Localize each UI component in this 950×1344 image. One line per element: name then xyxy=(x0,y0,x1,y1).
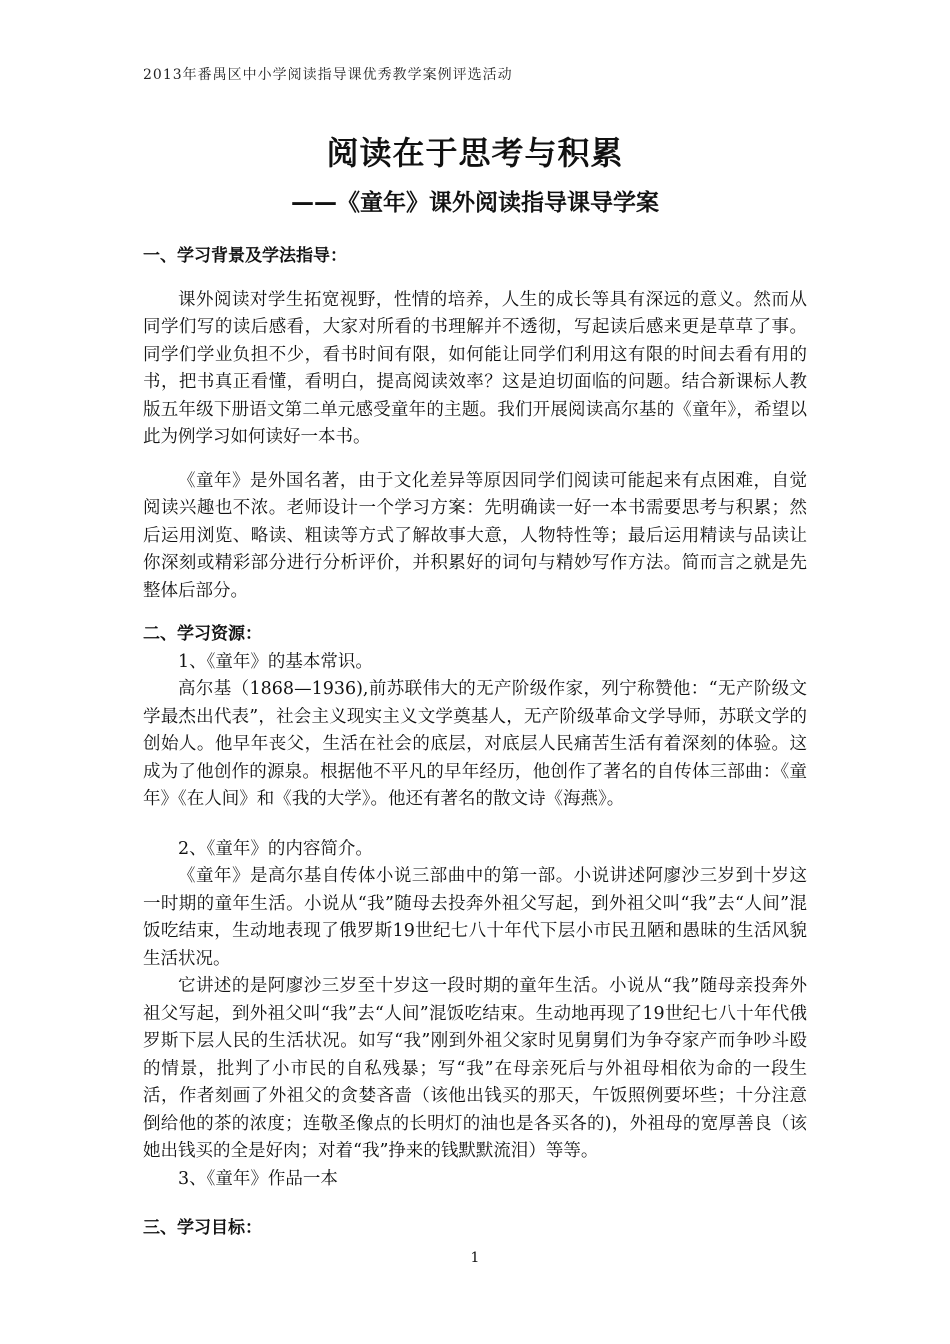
paragraph-background-1: 课外阅读对学生拓宽视野，性情的培养，人生的成长等具有深远的意义。然而从同学们写的读后感看，大家对所看的书理解并不透彻，写起读后感来更是草草了事。同学们学业负担不少，看书时间有限，如何能让同学们利用这有限的时间去看有用的书，把书真正看懂，看明白，提高阅读效率？这是迫切面临的问题。结合新课标人教版五年级下册语文第二单元感受童年的主题。我们开展阅读高尔基的《童年》，希望以此为例学习如何读好一本书。 xyxy=(143,289,807,447)
paragraph-summary-1: 《童年》是高尔基自传体小说三部曲中的第一部。小说讲述阿廖沙三岁到十岁这一时期的童年生活。小说从“我”随母去投奔外祖父写起，到外祖父叫“我”去“人间”混饭吃结束，生动地表现了俄罗斯19世纪七八十年代下层小市民丑陋和愚昧的生活风貌生活状况。 xyxy=(143,866,807,969)
resource-item-1: 1、《童年》的基本常识。 xyxy=(178,651,373,672)
section-heading-goals: 三、学习目标： xyxy=(143,1218,262,1238)
document-header: 2013年番禺区中小学阅读指导课优秀教学案例评选活动 xyxy=(143,67,513,83)
section-heading-background: 一、学习背景及学法指导： xyxy=(143,246,347,266)
document-body xyxy=(143,243,807,1243)
paragraph-background-2: 《童年》是外国名著，由于文化差异等原因同学们阅读可能起来有点困难，自觉阅读兴趣也不浓。老师设计一个学习方案：先明确读一好一本书需要思考与积累；然后运用浏览、略读、粗读等方式了解故事大意，人物特性等；最后运用精读与品读让你深刻或精彩部分进行分析评价，并积累好的词句与精妙写作方法。简而言之就是先整体后部分。 xyxy=(143,470,807,601)
document-subtitle: ——《童年》课外阅读指导课导学案 xyxy=(291,190,659,216)
resource-item-3: 3、《童年》作品一本 xyxy=(178,1168,338,1189)
section-heading-resources: 二、学习资源： xyxy=(143,624,262,644)
document-title: 阅读在于思考与积累 xyxy=(326,134,624,172)
resource-item-2: 2、《童年》的内容简介。 xyxy=(178,838,373,859)
page-number: 1 xyxy=(470,1250,480,1266)
paragraph-summary-2: 它讲述的是阿廖沙三岁至十岁这一段时期的童年生活。小说从“我”随母亲投奔外祖父写起，到外祖父叫“我”去“人间”混饭吃结束。生动地再现了19世纪七八十年代俄罗斯下层人民的生活状况。如写“我”刚到外祖父家时见舅舅们为争夺家产而争吵斗殴的情景，批判了小市民的自私残暴；写“我”在母亲死后与外祖母相依为命的一段生活，作者刻画了外祖父的贪婪吝啬（该他出钱买的那天，午饭照例要坏些；十分注意倒给他的茶的浓度；连敬圣像点的长明灯的油也是各买各的)，外祖母的宽厚善良（该她出钱买的全是好肉；对着“我”挣来的钱默默流泪）等等。 xyxy=(143,976,807,1161)
paragraph-author: 高尔基（1868—1936),前苏联伟大的无产阶级作家，列宁称赞他：“无产阶级文学最杰出代表”，社会主义现实主义文学奠基人，无产阶级革命文学导师，苏联文学的创始人。他早年丧父，生活在社会的底层，对底层人民痛苦生活有着深刻的体验。这成为了他创作的源泉。根据他不平凡的早年经历，他创作了著名的自传体三部曲：《童年》《在人间》和《我的大学》。他还有著名的散文诗《海燕》。 xyxy=(143,679,807,809)
